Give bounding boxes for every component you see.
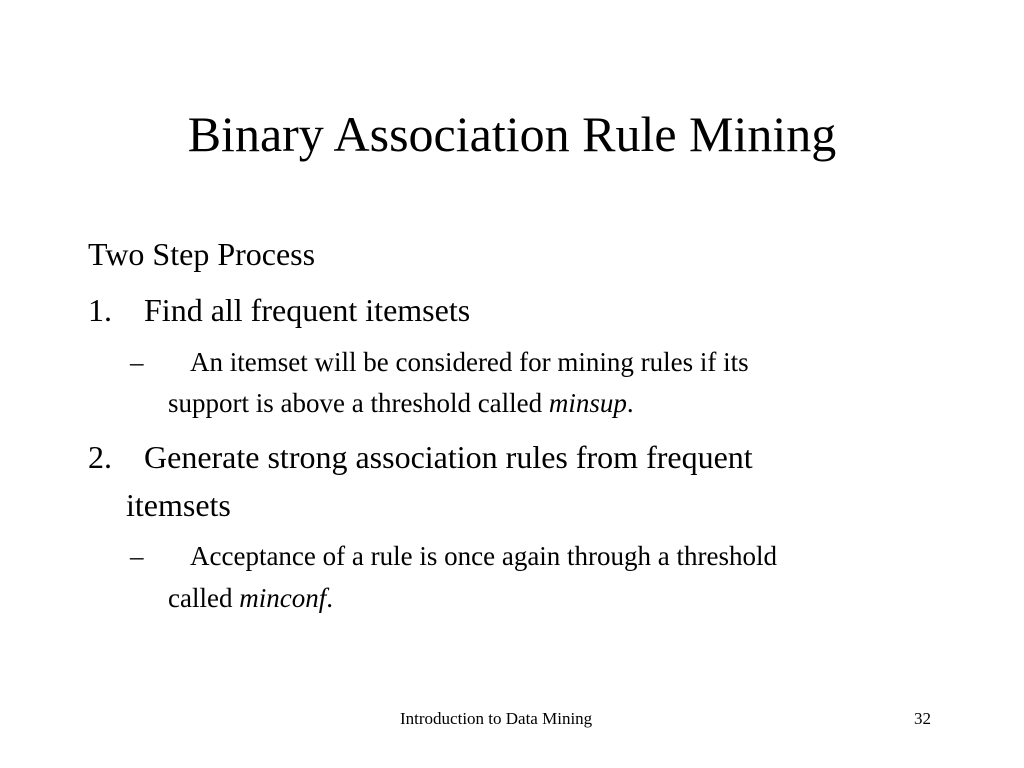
step-1-text: Find all frequent itemsets bbox=[144, 292, 471, 328]
intro-text: Two Step Process bbox=[88, 236, 316, 272]
step-1-sub-line-1: An itemset will be considered for mining rules if its bbox=[190, 347, 749, 377]
slide-title: Binary Association Rule Mining bbox=[187, 106, 837, 162]
step-1-sub-dash: – bbox=[130, 347, 144, 377]
step-2-sub-line-2-suffix: . bbox=[326, 583, 333, 613]
step-1-number: 1. bbox=[88, 292, 112, 328]
minsup-term: minsup bbox=[548, 388, 627, 418]
step-2-number: 2. bbox=[88, 439, 112, 475]
step-2-text-line-2: itemsets bbox=[126, 487, 231, 523]
step-2-text-line-1: Generate strong association rules from frequent bbox=[144, 439, 753, 475]
footer-course: Introduction to Data Mining bbox=[400, 709, 593, 728]
step-2-sub-line-2 bbox=[168, 581, 333, 615]
step-1-sub-line-2-prefix: support is above a threshold called bbox=[168, 388, 549, 418]
minconf-term: minconf bbox=[239, 583, 327, 613]
step-2-sub-line-2-prefix: called bbox=[168, 583, 240, 613]
footer-page-number: 32 bbox=[914, 709, 931, 728]
step-2-sub-dash: – bbox=[130, 541, 144, 571]
step-1-sub-line-2-suffix: . bbox=[626, 388, 634, 418]
step-2-sub-line-1: Acceptance of a rule is once again through a threshold bbox=[190, 541, 778, 571]
step-1-sub-line-2 bbox=[168, 386, 634, 420]
